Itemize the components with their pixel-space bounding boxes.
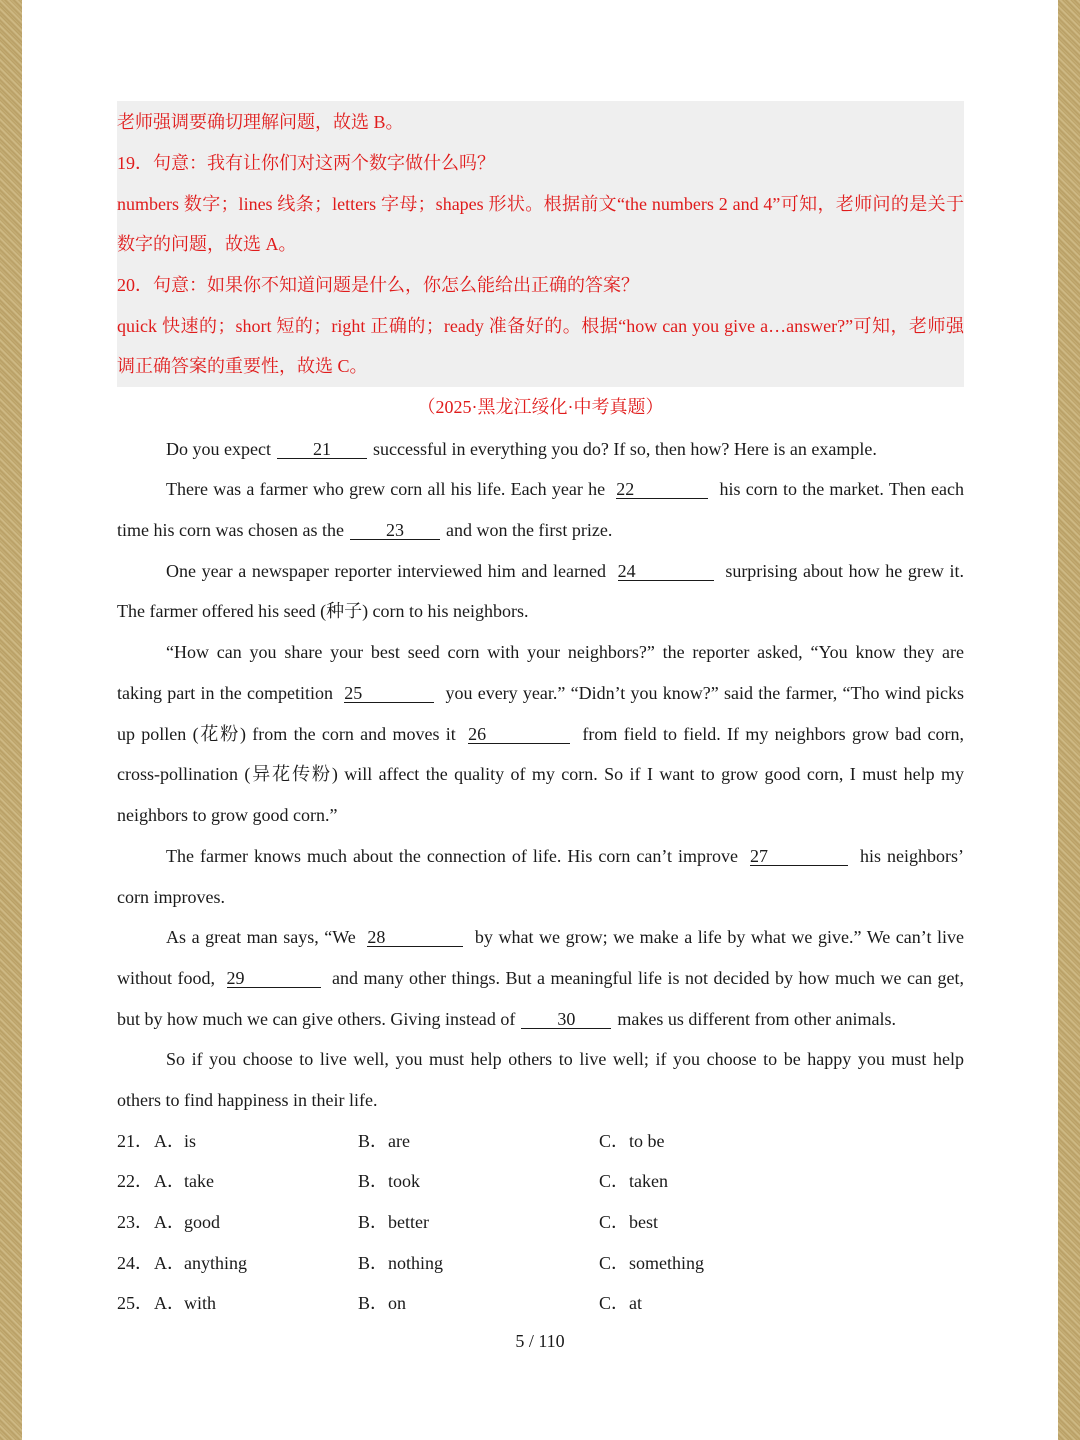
passage-line <box>117 682 964 704</box>
blank-24: 24 <box>618 562 714 581</box>
option-a[interactable]: A．anything <box>154 1253 247 1273</box>
option-a[interactable]: A．good <box>154 1212 220 1232</box>
option-b[interactable]: B．nothing <box>358 1253 444 1273</box>
passage-text: his corn to the market. Then each <box>719 479 964 499</box>
passage-text: but by how much we can give others. Giving instead of <box>117 1009 516 1029</box>
passage-text: and won the first prize. <box>445 520 613 540</box>
passage-line <box>117 438 964 460</box>
passage-line: neighbors to grow good corn.” <box>117 805 338 825</box>
passage-line: cross-pollination (异花传粉) will affect the quality of my corn. So if I want to grow good corn, I must help my <box>117 764 964 784</box>
page-number <box>22 1331 1058 1352</box>
option-a[interactable]: A．with <box>154 1293 217 1313</box>
passage-line <box>117 519 964 541</box>
passage-text: surprising about how he grew it. <box>725 561 965 581</box>
passage-text: successful in everything you do? If so, then how? Here is an example. <box>372 439 877 459</box>
current-page: 5 <box>515 1331 525 1351</box>
blank-27: 27 <box>750 847 848 866</box>
passage-line <box>117 1008 964 1030</box>
passage-line: The farmer offered his seed (种子) corn to his neighbors. <box>117 601 529 621</box>
analysis-line: quick 快速的；short 短的；right 正确的；ready 准备好的。根据“how can you give a…answer?”可知，老师强 <box>117 316 964 336</box>
blank-22: 22 <box>616 480 708 499</box>
total-pages: 110 <box>538 1331 565 1351</box>
question-number: 25． <box>117 1293 153 1313</box>
blank-23: 23 <box>350 521 440 540</box>
option-c[interactable]: C．taken <box>599 1171 668 1191</box>
analysis-line: 19．句意：我有让你们对这两个数字做什么吗？ <box>117 153 495 173</box>
option-b[interactable]: B．on <box>358 1293 406 1313</box>
passage-text: his neighbors’ <box>860 846 964 866</box>
passage-text: up pollen (花粉) from the corn and moves it <box>117 724 456 744</box>
blank-29: 29 <box>227 969 321 988</box>
passage-text: One year a newspaper reporter interviewed him and learned <box>166 561 606 581</box>
passage-text: As a great man says, “We <box>166 927 356 947</box>
blank-28: 28 <box>367 928 463 947</box>
page-separator: / <box>528 1331 534 1351</box>
option-a[interactable]: A．take <box>154 1171 214 1191</box>
passage-text: taking part in the competition <box>117 683 333 703</box>
passage-text: Do you expect <box>166 439 271 459</box>
passage-text: from field to field. If my neighbors grow bad corn, <box>582 724 965 744</box>
option-b[interactable]: B．better <box>358 1212 429 1232</box>
passage-text: you every year.” “Didn’t you know?” said the farmer, “Tho wind picks <box>445 683 964 703</box>
passage-line <box>117 723 964 745</box>
option-b[interactable]: B．took <box>358 1171 421 1191</box>
passage-line: So if you choose to live well, you must help others to live well; if you choose to be happy you must help <box>166 1049 964 1069</box>
passage-line <box>117 967 964 989</box>
option-c[interactable]: C．best <box>599 1212 658 1232</box>
option-c[interactable]: C．at <box>599 1293 642 1313</box>
blank-25: 25 <box>344 684 434 703</box>
passage-text: by what we grow; we make a life by what we give.” We can’t live <box>474 927 964 947</box>
passage-source: （2025·黑龙江绥化·中考真题） <box>417 397 664 417</box>
question-number: 24． <box>117 1253 153 1273</box>
passage-text: time his corn was chosen as the <box>117 520 344 540</box>
blank-26: 26 <box>468 725 570 744</box>
passage-text: without food, <box>117 968 216 988</box>
passage-line <box>117 926 964 948</box>
passage-line: corn improves. <box>117 887 225 907</box>
passage-text: and many other things. But a meaningful life is not decided by how much we can get, <box>332 968 965 988</box>
passage-text: There was a farmer who grew corn all his life. Each year he <box>166 479 606 499</box>
passage-line: “How can you share your best seed corn with your neighbors?” the reporter asked, “You know they are <box>166 642 964 662</box>
question-number: 23． <box>117 1212 153 1232</box>
option-a[interactable]: A．is <box>154 1131 197 1151</box>
blank-30: 30 <box>521 1010 611 1029</box>
passage-line <box>117 478 964 500</box>
passage-text: makes us different from other animals. <box>617 1009 897 1029</box>
passage-line <box>117 845 964 867</box>
analysis-line: 20．句意：如果你不知道问题是什么，你怎么能给出正确的答案？ <box>117 275 639 295</box>
analysis-line: 老师强调要确切理解问题，故选 B。 <box>117 112 404 132</box>
passage-line: others to find happiness in their life. <box>117 1090 378 1110</box>
passage-text: The farmer knows much about the connection of life. His corn can’t improve <box>166 846 738 866</box>
option-b[interactable]: B．are <box>358 1131 410 1151</box>
analysis-line: numbers 数字；lines 线条；letters 字母；shapes 形状。根据前文“the numbers 2 and 4”可知，老师问的是关于 <box>117 194 964 214</box>
analysis-line: 数字的问题，故选 A。 <box>117 234 297 254</box>
question-number: 21． <box>117 1131 153 1151</box>
blank-21: 21 <box>277 440 367 459</box>
question-number: 22． <box>117 1171 153 1191</box>
passage-line <box>117 560 964 582</box>
document-page <box>22 0 1058 1440</box>
analysis-line: 调正确答案的重要性，故选 C。 <box>117 356 368 376</box>
option-c[interactable]: C．to be <box>599 1131 665 1151</box>
option-c[interactable]: C．something <box>599 1253 704 1273</box>
